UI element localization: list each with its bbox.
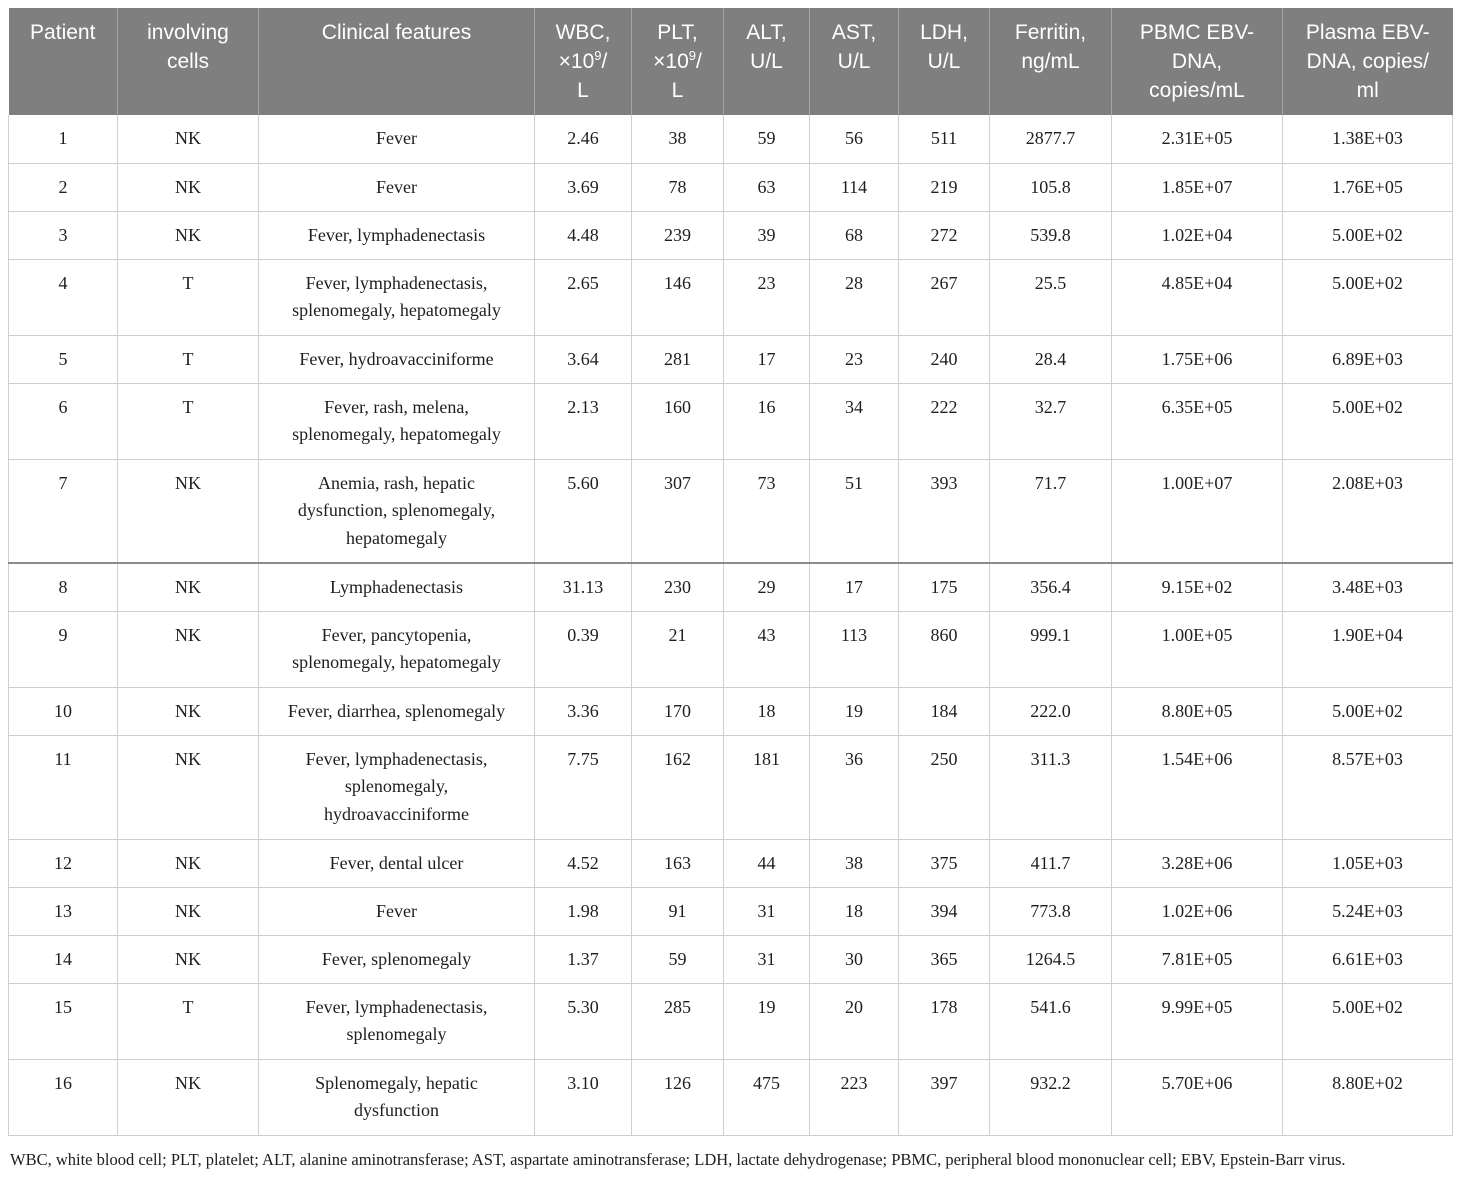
cell-alt: 19	[724, 983, 810, 1059]
table-row	[9, 259, 1453, 335]
cell-patient: 1	[9, 115, 118, 163]
cell-ferritin: 1264.5	[990, 935, 1112, 983]
superscript-exponent: 9	[688, 48, 696, 63]
cell-clinical-features	[259, 1059, 535, 1135]
cell-involving-cells: NK	[118, 887, 259, 935]
feature-line: splenomegaly, hepatomegaly	[292, 300, 501, 320]
cell-pbmc-ebv-dna: 1.00E+07	[1112, 459, 1283, 563]
table-row	[9, 383, 1453, 459]
cell-clinical-features	[259, 383, 535, 459]
column-header-line: U/L	[927, 50, 961, 73]
cell-wbc: 31.13	[535, 563, 632, 611]
cell-wbc: 2.65	[535, 259, 632, 335]
cell-alt: 59	[724, 115, 810, 163]
cell-patient: 13	[9, 887, 118, 935]
cell-patient: 9	[9, 611, 118, 687]
column-header-alt	[724, 8, 810, 115]
column-header-clinical-features	[259, 8, 535, 115]
column-header-line: U/L	[837, 50, 871, 73]
cell-wbc: 0.39	[535, 611, 632, 687]
cell-alt: 181	[724, 735, 810, 839]
cell-patient: 3	[9, 211, 118, 259]
table-document	[8, 8, 1452, 1172]
cell-ldh: 272	[899, 211, 990, 259]
column-header-line: L	[671, 79, 684, 102]
feature-line: Fever	[376, 128, 417, 148]
cell-ast: 113	[810, 611, 899, 687]
feature-line: Fever	[376, 900, 417, 921]
cell-clinical-features	[259, 459, 535, 563]
cell-ldh: 393	[899, 459, 990, 563]
cell-wbc: 1.98	[535, 887, 632, 935]
column-header-line: Clinical features	[321, 21, 472, 44]
cell-alt: 31	[724, 935, 810, 983]
column-header-line: Plasma EBV-	[1305, 21, 1430, 44]
cell-ldh: 240	[899, 335, 990, 383]
cell-patient: 8	[9, 563, 118, 611]
feature-line: Fever, lymphadenectasis,	[305, 272, 488, 293]
cell-alt: 18	[724, 687, 810, 735]
cell-ferritin: 71.7	[990, 459, 1112, 563]
feature-line: splenomegaly, hepatomegaly	[292, 424, 501, 444]
column-header-patient	[9, 8, 118, 115]
table-row	[9, 115, 1453, 163]
cell-plt: 146	[632, 259, 724, 335]
table-row	[9, 611, 1453, 687]
cell-plasma-ebv-dna: 6.61E+03	[1283, 935, 1453, 983]
column-header-pbmc-ebv-dna	[1112, 8, 1283, 115]
cell-patient: 12	[9, 839, 118, 887]
cell-pbmc-ebv-dna: 1.85E+07	[1112, 163, 1283, 211]
cell-ferritin: 2877.7	[990, 115, 1112, 163]
cell-involving-cells: NK	[118, 1059, 259, 1135]
cell-alt: 29	[724, 563, 810, 611]
feature-line: splenomegaly,	[344, 776, 449, 796]
cell-wbc: 3.64	[535, 335, 632, 383]
feature-line: hydroavacciniforme	[324, 803, 469, 824]
cell-ferritin: 311.3	[990, 735, 1112, 839]
cell-involving-cells: NK	[118, 935, 259, 983]
cell-clinical-features	[259, 935, 535, 983]
cell-involving-cells: NK	[118, 735, 259, 839]
cell-ldh: 184	[899, 687, 990, 735]
column-header-line: PBMC EBV-	[1139, 21, 1255, 44]
table-header	[9, 8, 1453, 115]
cell-ast: 51	[810, 459, 899, 563]
feature-line: Fever, lymphadenectasis	[307, 224, 486, 245]
cell-involving-cells: NK	[118, 839, 259, 887]
cell-alt: 23	[724, 259, 810, 335]
cell-alt: 63	[724, 163, 810, 211]
cell-clinical-features	[259, 115, 535, 163]
cell-ferritin: 411.7	[990, 839, 1112, 887]
cell-plasma-ebv-dna: 5.00E+02	[1283, 259, 1453, 335]
cell-clinical-features	[259, 335, 535, 383]
cell-pbmc-ebv-dna: 4.85E+04	[1112, 259, 1283, 335]
cell-ldh: 250	[899, 735, 990, 839]
cell-pbmc-ebv-dna: 1.00E+05	[1112, 611, 1283, 687]
column-header-line: Ferritin,	[1014, 21, 1087, 44]
cell-plt: 230	[632, 563, 724, 611]
cell-alt: 475	[724, 1059, 810, 1135]
column-header-line: copies/mL	[1149, 79, 1245, 102]
column-header-wbc	[535, 8, 632, 115]
cell-ast: 19	[810, 687, 899, 735]
cell-plt: 281	[632, 335, 724, 383]
cell-plasma-ebv-dna: 3.48E+03	[1283, 563, 1453, 611]
cell-ldh: 375	[899, 839, 990, 887]
cell-patient: 7	[9, 459, 118, 563]
cell-pbmc-ebv-dna: 9.15E+02	[1112, 563, 1283, 611]
cell-patient: 5	[9, 335, 118, 383]
column-header-plasma-ebv-dna	[1283, 8, 1453, 115]
cell-involving-cells: NK	[118, 687, 259, 735]
feature-line: Fever, splenomegaly	[321, 948, 472, 969]
cell-clinical-features	[259, 563, 535, 611]
cell-wbc: 4.52	[535, 839, 632, 887]
table-body	[9, 115, 1453, 1135]
cell-alt: 16	[724, 383, 810, 459]
column-header-line: ng/mL	[1021, 50, 1080, 73]
column-header-line: $\times 10^9/$	[558, 48, 608, 73]
cell-ast: 223	[810, 1059, 899, 1135]
cell-ldh: 511	[899, 115, 990, 163]
cell-ast: 36	[810, 735, 899, 839]
cell-wbc: 2.46	[535, 115, 632, 163]
table-row	[9, 211, 1453, 259]
cell-ast: 18	[810, 887, 899, 935]
cell-plt: 59	[632, 935, 724, 983]
cell-plasma-ebv-dna: 1.05E+03	[1283, 839, 1453, 887]
table-row	[9, 163, 1453, 211]
cell-ferritin: 28.4	[990, 335, 1112, 383]
cell-ferritin: 356.4	[990, 563, 1112, 611]
cell-plt: 126	[632, 1059, 724, 1135]
cell-wbc: 4.48	[535, 211, 632, 259]
cell-pbmc-ebv-dna: 1.54E+06	[1112, 735, 1283, 839]
feature-line: Fever, hydroavacciniforme	[299, 348, 494, 369]
patient-table	[8, 8, 1453, 1136]
feature-line: Splenomegaly, hepatic	[315, 1072, 478, 1093]
cell-ferritin: 32.7	[990, 383, 1112, 459]
cell-plt: 78	[632, 163, 724, 211]
cell-patient: 14	[9, 935, 118, 983]
cell-ast: 38	[810, 839, 899, 887]
cell-ast: 17	[810, 563, 899, 611]
cell-ldh: 219	[899, 163, 990, 211]
column-header-line: Patient	[30, 21, 96, 44]
column-header-line: L	[577, 79, 589, 102]
cell-involving-cells: NK	[118, 611, 259, 687]
column-header-ldh	[899, 8, 990, 115]
table-row	[9, 935, 1453, 983]
table-row	[9, 1059, 1453, 1135]
cell-ferritin: 541.6	[990, 983, 1112, 1059]
column-header-line: involving	[147, 21, 229, 44]
feature-line: dysfunction, splenomegaly,	[297, 500, 496, 520]
cell-ldh: 394	[899, 887, 990, 935]
column-header-line: cells	[166, 50, 209, 73]
cell-plt: 162	[632, 735, 724, 839]
cell-plt: 307	[632, 459, 724, 563]
cell-wbc: 5.60	[535, 459, 632, 563]
cell-ldh: 178	[899, 983, 990, 1059]
cell-alt: 43	[724, 611, 810, 687]
column-header-line: WBC,	[555, 21, 611, 44]
cell-pbmc-ebv-dna: 1.02E+04	[1112, 211, 1283, 259]
cell-plasma-ebv-dna: 8.57E+03	[1283, 735, 1453, 839]
cell-plasma-ebv-dna: 1.90E+04	[1283, 611, 1453, 687]
cell-wbc: 5.30	[535, 983, 632, 1059]
superscript-exponent: 9	[594, 48, 602, 63]
cell-ferritin: 25.5	[990, 259, 1112, 335]
table-row	[9, 687, 1453, 735]
cell-plt: 163	[632, 839, 724, 887]
cell-ldh: 860	[899, 611, 990, 687]
cell-ast: 23	[810, 335, 899, 383]
table-footnote: WBC, white blood cell; PLT, platelet; ALT, alanine aminotransferase; AST, aspartate aminotransferase; LDH, lactate dehydrogenase; PBMC, peripheral blood mononuclear cell; EBV, Epstein-Barr virus.	[10, 1149, 1346, 1169]
cell-wbc: 1.37	[535, 935, 632, 983]
cell-plt: 21	[632, 611, 724, 687]
table-row	[9, 983, 1453, 1059]
column-header-ferritin	[990, 8, 1112, 115]
column-header-plt	[632, 8, 724, 115]
cell-plt: 239	[632, 211, 724, 259]
cell-plt: 91	[632, 887, 724, 935]
cell-plasma-ebv-dna: 6.89E+03	[1283, 335, 1453, 383]
cell-wbc: 3.69	[535, 163, 632, 211]
cell-involving-cells: NK	[118, 211, 259, 259]
cell-wbc: 3.10	[535, 1059, 632, 1135]
cell-involving-cells: NK	[118, 163, 259, 211]
cell-clinical-features	[259, 983, 535, 1059]
cell-ast: 34	[810, 383, 899, 459]
cell-ferritin: 773.8	[990, 887, 1112, 935]
cell-ldh: 222	[899, 383, 990, 459]
cell-ldh: 267	[899, 259, 990, 335]
column-header-involving-cells	[118, 8, 259, 115]
cell-clinical-features	[259, 839, 535, 887]
cell-alt: 44	[724, 839, 810, 887]
cell-plt: 285	[632, 983, 724, 1059]
table-row	[9, 459, 1453, 563]
cell-wbc: 2.13	[535, 383, 632, 459]
feature-line: Fever, lymphadenectasis,	[305, 748, 488, 769]
cell-patient: 4	[9, 259, 118, 335]
table-row	[9, 735, 1453, 839]
feature-line: dysfunction	[354, 1100, 439, 1120]
cell-ast: 20	[810, 983, 899, 1059]
feature-line: hepatomegaly	[346, 527, 447, 548]
cell-patient: 11	[9, 735, 118, 839]
cell-pbmc-ebv-dna: 3.28E+06	[1112, 839, 1283, 887]
cell-clinical-features	[259, 259, 535, 335]
cell-ferritin: 105.8	[990, 163, 1112, 211]
cell-involving-cells: T	[118, 335, 259, 383]
table-row	[9, 887, 1453, 935]
cell-involving-cells: NK	[118, 563, 259, 611]
cell-clinical-features	[259, 735, 535, 839]
column-header-line: DNA,	[1171, 50, 1223, 73]
cell-ast: 68	[810, 211, 899, 259]
cell-patient: 2	[9, 163, 118, 211]
cell-alt: 39	[724, 211, 810, 259]
table-row	[9, 563, 1453, 611]
cell-pbmc-ebv-dna: 8.80E+05	[1112, 687, 1283, 735]
cell-pbmc-ebv-dna: 2.31E+05	[1112, 115, 1283, 163]
cell-clinical-features	[259, 163, 535, 211]
cell-patient: 10	[9, 687, 118, 735]
cell-patient: 16	[9, 1059, 118, 1135]
cell-plasma-ebv-dna: 1.76E+05	[1283, 163, 1453, 211]
cell-ast: 114	[810, 163, 899, 211]
column-header-line: LDH,	[920, 21, 968, 44]
cell-ferritin: 222.0	[990, 687, 1112, 735]
cell-plt: 38	[632, 115, 724, 163]
column-header-ast	[810, 8, 899, 115]
feature-line: splenomegaly, hepatomegaly	[292, 652, 501, 672]
cell-pbmc-ebv-dna: 6.35E+05	[1112, 383, 1283, 459]
cell-plasma-ebv-dna: 8.80E+02	[1283, 1059, 1453, 1135]
cell-clinical-features	[259, 887, 535, 935]
cell-ast: 56	[810, 115, 899, 163]
cell-plasma-ebv-dna: 1.38E+03	[1283, 115, 1453, 163]
table-row	[9, 335, 1453, 383]
cell-wbc: 7.75	[535, 735, 632, 839]
cell-clinical-features	[259, 687, 535, 735]
column-header-line: AST,	[831, 21, 877, 44]
column-header-line: PLT,	[657, 21, 698, 44]
feature-line: Fever, rash, melena,	[324, 396, 469, 417]
feature-line: Anemia, rash, hepatic	[318, 472, 475, 493]
cell-involving-cells: NK	[118, 115, 259, 163]
feature-line: Lymphadenectasis	[330, 577, 463, 597]
cell-involving-cells: T	[118, 383, 259, 459]
column-header-line: U/L	[750, 50, 783, 73]
cell-plt: 160	[632, 383, 724, 459]
header-row	[9, 8, 1453, 115]
cell-ferritin: 539.8	[990, 211, 1112, 259]
cell-ldh: 365	[899, 935, 990, 983]
cell-pbmc-ebv-dna: 1.02E+06	[1112, 887, 1283, 935]
feature-line: Fever, lymphadenectasis,	[305, 996, 488, 1017]
cell-pbmc-ebv-dna: 9.99E+05	[1112, 983, 1283, 1059]
cell-alt: 73	[724, 459, 810, 563]
cell-plt: 170	[632, 687, 724, 735]
feature-line: splenomegaly	[346, 1024, 447, 1044]
column-header-line: DNA, copies/	[1306, 50, 1430, 73]
cell-pbmc-ebv-dna: 7.81E+05	[1112, 935, 1283, 983]
cell-plasma-ebv-dna: 5.00E+02	[1283, 983, 1453, 1059]
cell-plasma-ebv-dna: 2.08E+03	[1283, 459, 1453, 563]
cell-clinical-features	[259, 211, 535, 259]
cell-ferritin: 932.2	[990, 1059, 1112, 1135]
cell-clinical-features	[259, 611, 535, 687]
cell-plasma-ebv-dna: 5.00E+02	[1283, 211, 1453, 259]
cell-pbmc-ebv-dna: 1.75E+06	[1112, 335, 1283, 383]
cell-ldh: 397	[899, 1059, 990, 1135]
column-header-line: ALT,	[746, 21, 787, 44]
cell-ferritin: 999.1	[990, 611, 1112, 687]
cell-patient: 6	[9, 383, 118, 459]
table-row	[9, 839, 1453, 887]
feature-line: Fever, pancytopenia,	[321, 624, 472, 645]
cell-pbmc-ebv-dna: 5.70E+06	[1112, 1059, 1283, 1135]
column-header-line: $\times 10^9/$	[653, 48, 702, 73]
cell-wbc: 3.36	[535, 687, 632, 735]
cell-plasma-ebv-dna: 5.00E+02	[1283, 687, 1453, 735]
feature-line: Fever	[376, 176, 417, 197]
cell-involving-cells: T	[118, 259, 259, 335]
cell-involving-cells: NK	[118, 459, 259, 563]
cell-ast: 30	[810, 935, 899, 983]
cell-plasma-ebv-dna: 5.24E+03	[1283, 887, 1453, 935]
cell-involving-cells: T	[118, 983, 259, 1059]
cell-ast: 28	[810, 259, 899, 335]
cell-ldh: 175	[899, 563, 990, 611]
feature-line: Fever, diarrhea, splenomegaly	[287, 700, 506, 721]
cell-patient: 15	[9, 983, 118, 1059]
cell-plasma-ebv-dna: 5.00E+02	[1283, 383, 1453, 459]
cell-alt: 31	[724, 887, 810, 935]
cell-alt: 17	[724, 335, 810, 383]
feature-line: Fever, dental ulcer	[329, 852, 464, 873]
column-header-line: ml	[1356, 79, 1379, 102]
